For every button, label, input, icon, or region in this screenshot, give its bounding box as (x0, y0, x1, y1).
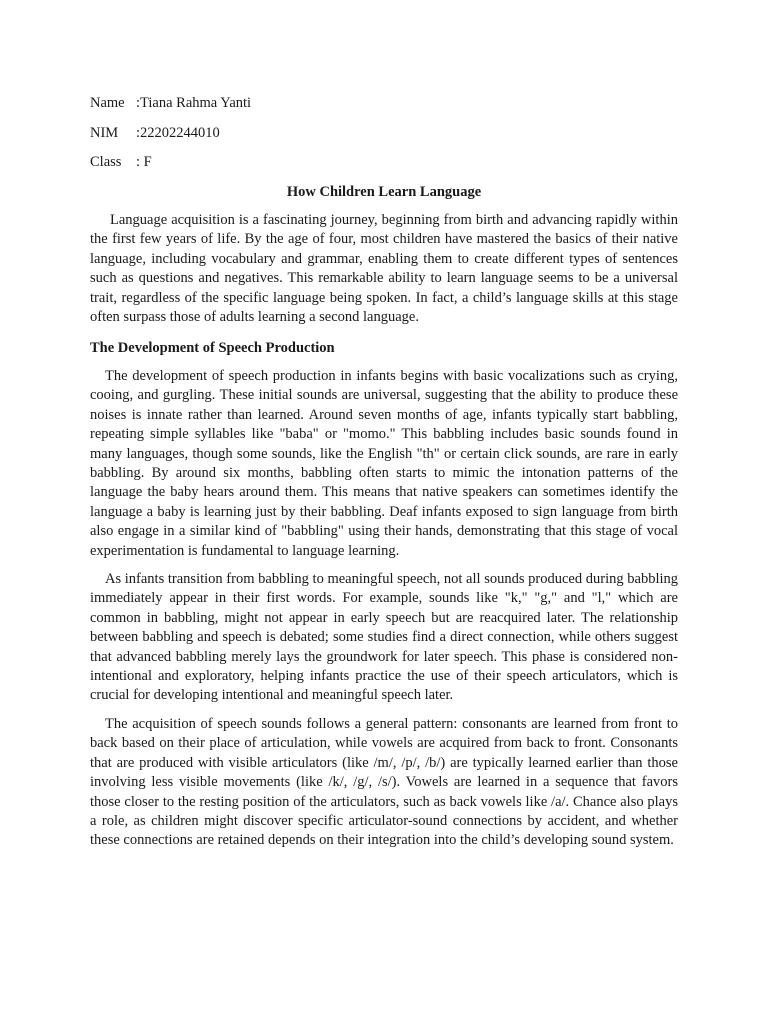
name-line (90, 93, 251, 113)
body-paragraph-2: As infants transition from babbling to meaningful speech, not all sounds produced during babbling immediately appear in their first words. For example, sounds like "k," "g," and "l," which are common in babbling, might not appear in early speech but are reacquired later. The relationship between babbling and speech is debated; some studies find a direct connection, while others suggest that advanced babbling merely lays the groundwork for later speech. This phase is considered non-intentional and exploratory, helping infants practice the use of their speech articulators, which is crucial for developing intentional and meaningful speech later. (90, 571, 678, 704)
body-paragraph-3: The acquisition of speech sounds follows a general pattern: consonants are learned from front to back based on their place of articulation, while vowels are acquired from back to front. Consonants that are produced with visible articulators (like /m/, /p/, /b/) are typically learned earlier than those involving less visible movements (like /k/, /g/, /s/). Vowels are learned in a sequence that favors those closer to the resting position of the articulators, such as back vowels like /a/. Chance also plays a role, as children might discover specific articulator-sound connections by accident, and whether these connections are retained depends on their integration into the child’s developing sound system. (90, 716, 678, 849)
section-heading: The Development of Speech Production (90, 340, 335, 356)
class-label: Class (90, 154, 122, 170)
nim-value: :22202244010 (136, 125, 220, 141)
intro-paragraph: Language acquisition is a fascinating journey, beginning from birth and advancing rapidly within the first few years of life. By the age of four, most children have mastered the basics of their native language, including vocabulary and grammar, enabling them to create different types of sentences such as questions and negatives. This remarkable ability to learn language seems to be a universal trait, regardless of the specific language being spoken. In fact, a child’s language skills at this stage often surpass those of adults learning a second language. (90, 212, 678, 326)
class-value: : F (136, 154, 152, 170)
name-value: :Tiana Rahma Yanti (136, 95, 252, 111)
nim-label: NIM (90, 125, 119, 141)
class-line (90, 152, 152, 172)
body-paragraph-1: The development of speech production in infants begins with basic vocalizations such as crying, cooing, and gurgling. These initial sounds are universal, suggesting that the ability to produce these noises is innate rather than learned. Around seven months of age, infants typically start babbling, repeating simple syllables like "baba" or "momo." This babbling includes basic sounds found in many languages, though some sounds, like the English "th" or certain click sounds, are rare in early babbling. By around six months, babbling often starts to mimic the intonation patterns of the language the baby hears around them. This means that native speakers can sometimes identify the language a baby is learning just by their babbling. Deaf infants exposed to sign language from birth also engage in a similar kind of "babbling" using their hands, demonstrating that this stage of vocal experimentation is fundamental to language learning. (90, 368, 678, 559)
document-title: How Children Learn Language (286, 184, 482, 200)
nim-line (90, 123, 220, 143)
name-label: Name (90, 95, 125, 111)
